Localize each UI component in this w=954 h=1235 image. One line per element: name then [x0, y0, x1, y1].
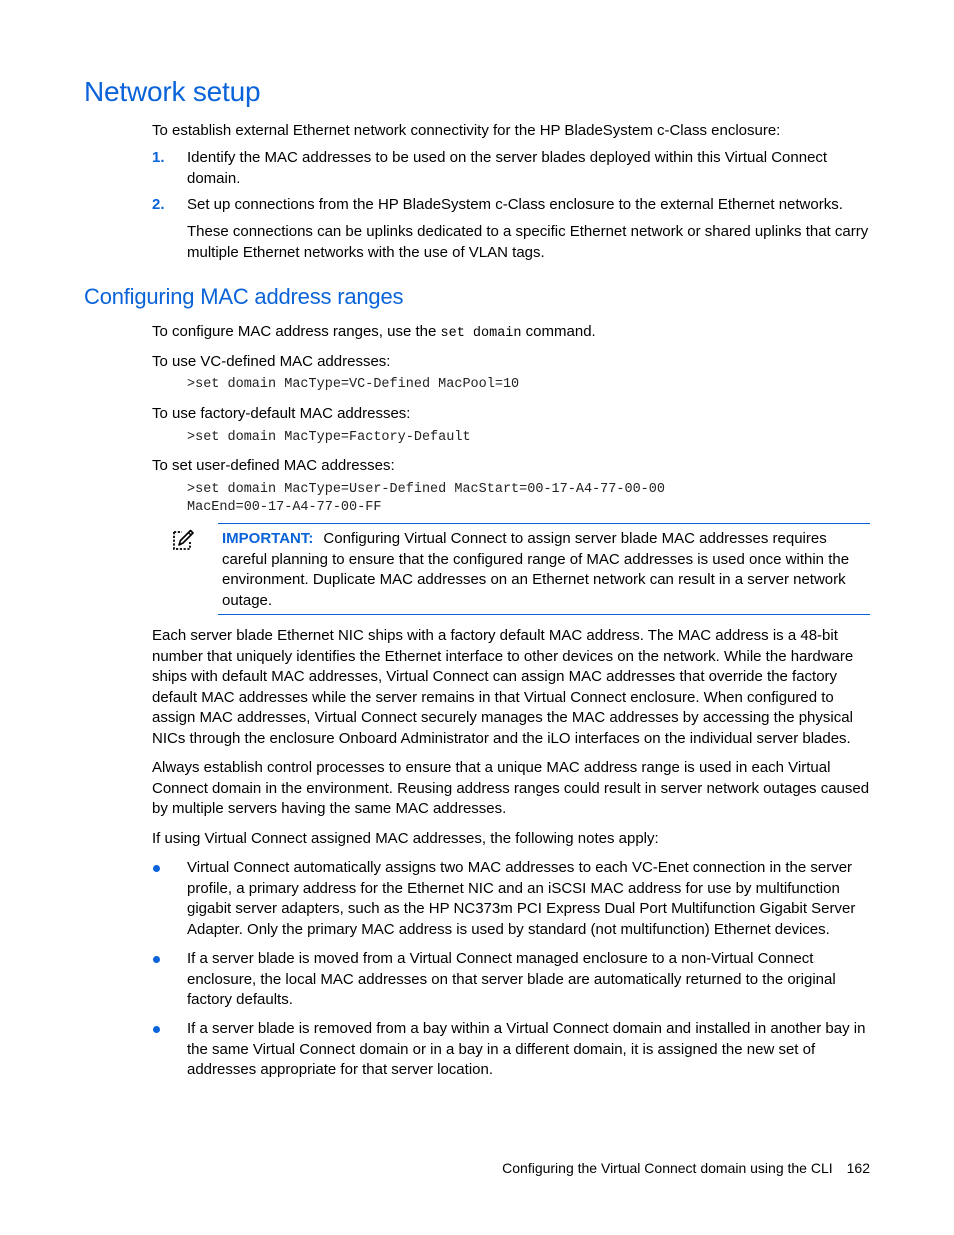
step-number-1: 1.	[152, 149, 165, 166]
page-number: 162	[846, 1160, 870, 1176]
paragraph-control: Always establish control processes to ensure that a unique MAC address range is used in each Virtual Connect domain in the environment. Reusing address ranges could result in server network outages caused by multiple servers having the same MAC addresses.	[152, 759, 870, 817]
bullet-text-2: If a server blade is moved from a Virtual Connect managed enclosure to a non-Virtual Connect enclosure, the local MAC addresses on that server blade are automatically returned to the original factory defaults.	[187, 950, 836, 1008]
bullet-marker-2	[153, 956, 160, 963]
user-defined-label: To set user-defined MAC addresses:	[152, 457, 395, 474]
factory-command: >set domain MacType=Factory-Default	[187, 430, 471, 445]
important-note-body	[222, 529, 867, 611]
step-number-2: 2.	[152, 196, 165, 213]
configure-sentence	[152, 322, 874, 345]
bullet-marker-1	[153, 865, 160, 872]
important-note	[218, 523, 870, 615]
paragraph-notes-intro: If using Virtual Connect assigned MAC addresses, the following notes apply:	[152, 830, 659, 847]
vc-defined-command: >set domain MacType=VC-Defined MacPool=10	[187, 377, 520, 392]
important-label: IMPORTANT:	[222, 530, 314, 547]
step-text-1: Identify the MAC addresses to be used on the server blades deployed within this Virtual Connect domain.	[187, 149, 828, 187]
bullet-text-3: If a server blade is removed from a bay within a Virtual Connect domain and installed in another bay in the same Virtual Connect domain or in a bay in a different domain, it is assigned the new set of addresses appropriate for that server location.	[187, 1020, 866, 1078]
vc-defined-label: To use VC-defined MAC addresses:	[152, 353, 391, 370]
step-text-2: Set up connections from the HP BladeSystem c-Class enclosure to the external Ethernet networks.	[187, 196, 843, 213]
footer-title: Configuring the Virtual Connect domain using the CLI	[502, 1160, 833, 1176]
inline-command: set domain	[440, 326, 522, 341]
bullet-marker-3	[153, 1026, 160, 1033]
bullet-text-1: Virtual Connect automatically assigns two MAC addresses to each VC-Enet connection in the server profile, a primary address for the Ethernet NIC and an iSCSI MAC address for use by multifunction gigabit server adapters, such as the HP NC373m PCI Express Dual Port Multifunction Gigabit Server Adapter. Only the primary MAC address is used by standard (not multifunction) Ethernet devices.	[187, 859, 856, 938]
page-footer	[502, 1159, 870, 1177]
configure-pre: To configure MAC address ranges, use the	[152, 323, 441, 340]
user-defined-command-line2: MacEnd=00-17-A4-77-00-FF	[187, 500, 382, 515]
page-title: Network setup	[84, 76, 261, 107]
paragraph-nic: Each server blade Ethernet NIC ships with a factory default MAC address. The MAC address is a 48-bit number that uniquely identifies the Ethernet interface to other devices on the network. While the hardware ships with default MAC addresses, Virtual Connect can assign MAC addresses that override the factory default MAC addresses while the server remains in that Virtual Connect enclosure. When configured to assign MAC addresses, Virtual Connect securely manages the MAC addresses by accessing the physical NICs through the enclosure Onboard Administrator and the iLO interfaces on the individual server blades.	[152, 627, 854, 747]
user-defined-command-line1: >set domain MacType=User-Defined MacStart=00-17-A4-77-00-00	[187, 482, 665, 497]
intro-text: To establish external Ethernet network connectivity for the HP BladeSystem c-Class enclosure:	[152, 122, 781, 139]
factory-label: To use factory-default MAC addresses:	[152, 405, 411, 422]
configure-post: command.	[521, 323, 596, 340]
important-text: Configuring Virtual Connect to assign server blade MAC addresses requires careful planning to ensure that the configured range of MAC addresses is used once within the environment. Duplicate MAC addresses on an Ethernet network can result in a server network outage.	[222, 530, 850, 609]
step2-detail: These connections can be uplinks dedicated to a specific Ethernet network or shared uplinks that carry multiple Ethernet networks with the use of VLAN tags.	[187, 223, 869, 261]
important-note-icon	[171, 528, 195, 552]
section-title: Configuring MAC address ranges	[84, 284, 404, 309]
